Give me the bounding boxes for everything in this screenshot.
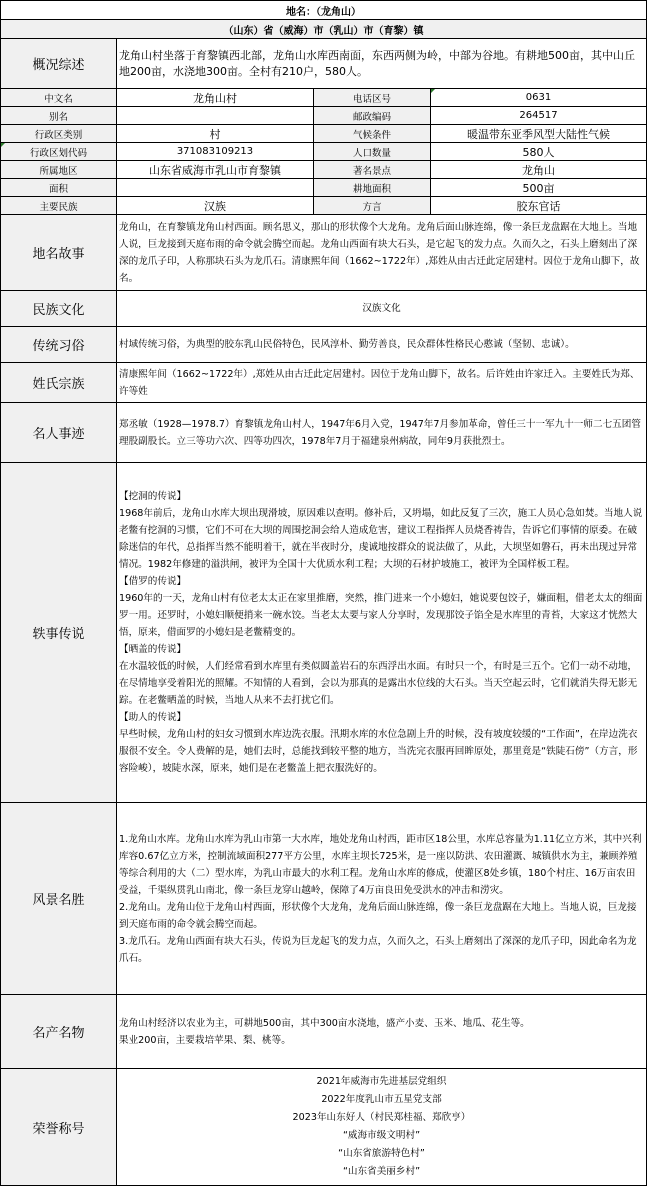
label-farmland: 耕地面积 [314,179,431,197]
label-admin-code: 行政区划代码 [1,143,117,161]
honor-item: 2021年威海市先进基层党组织 [316,1076,447,1087]
legend-body-sunning: 在水温较低的时候，人们经常看到水库里有类似圆盖岩石的东西浮出水面。有时只一个，有时是三五个。它们一动不动地，在尽情地享受着阳光的照耀。不知情的人看到，会以为那真的是露出水位线的大石头。当天空起云时，它们就消失得无影无踪。在老鳖晒盖的时候，当地人从来不去打扰它们。 [119,661,638,706]
custom-text: 村域传统习俗，为典型的胶东乳山民俗特色，民风淳朴、勤劳善良，民众群体性格民心憨诚（坚韧、忠诚）。 [117,327,647,363]
region-line: （山东）省（威海）市（乳山）市（育黎）镇 [1,20,647,39]
value-chinese-name: 龙角山村 [117,89,314,107]
scenery-text [117,803,647,995]
clan-text: 清康熙年间（1662~1722年）,郑姓从由古迁此定居建村。因位于龙角山脚下，故名。后许姓由许家迁入。主要姓氏为郑、许等姓 [117,363,647,403]
label-area: 面积 [1,179,117,197]
products-line-crops: 龙角山村经济以农业为主，可耕地500亩，其中300亩水浇地，盛产小麦、玉米、地瓜、花生等。 [119,1017,530,1029]
honor-item: 2023年山东好人（村民郑桂福、郑欣亨） [292,1112,471,1123]
value-area [117,179,314,197]
legend-body-digging: 1968年前后，龙角山水库大坝出现滑坡，原因难以查明。修补后，又坍塌，如此反复了三次，施工人员心急如焚。当地人说老鳖有挖洞的习惯，它们不可在大坝的周围挖洞会给人造成危害，建议工程指挥人员烧香祷告，告诉它们事情的原委。在破除迷信的年代，总指挥当然不能明着干，就在半夜时分，虔诚地按群众的说法做了，从此，大坝坚如磐石，再未出现过异常情况。1982年修建的溢洪闸，被评为全国十大优质水利工程；大坝的石材护坡施工，被评为全国样板工程。 [119,508,643,570]
label-area-code: 电话区号 [314,89,431,107]
value-ethnic-group: 汉族 [117,197,314,215]
value-admin-type: 村 [117,125,314,143]
value-dialect: 胶东官话 [431,197,647,215]
products-line-fruit: 果业200亩，主要栽培苹果、梨、桃等。 [119,1034,291,1046]
label-population: 人口数量 [314,143,431,161]
honor-item: “山东省旅游特色村” [338,1148,425,1159]
ethnic-culture-text: 汉族文化 [117,291,647,327]
label-chinese-name: 中文名 [1,89,117,107]
value-population: 580人 [431,143,647,161]
legend-title-digging: 【挖洞的传说】 [119,491,187,502]
value-region: 山东省威海市乳山市育黎镇 [117,161,314,179]
scenery-heading: 风景名胜 [1,803,117,995]
label-dialect: 方言 [314,197,431,215]
value-admin-code: 371083109213 [117,143,314,161]
label-ethnic-group: 主要民族 [1,197,117,215]
scenery-item-claw-stone: 3.龙爪石。龙角山西面有块大石头，传说为巨龙起飞的发力点，久而久之，石头上磨刻出了深深的龙爪子印，因此命名为龙爪石。 [119,935,637,964]
honor-item: “威海市级文明村” [342,1130,421,1141]
scenery-item-mountain: 2.龙角山。龙角山位于龙角山村西面，形状像个大龙角，龙角后面山脉连绵，像一条巨龙盘踞在大地上。当地人说，巨龙接到天庭布雨的命令就会腾空而起。 [119,901,637,930]
label-climate: 气候条件 [314,125,431,143]
value-climate: 暖温带东亚季风型大陆性气候 [431,125,647,143]
label-attraction: 著名景点 [314,161,431,179]
story-heading: 地名故事 [1,215,117,291]
overview-text: 龙角山村坐落于育黎镇西北部，龙角山水库西南面，东西两侧为岭，中部为谷地。有耕地500亩，其中山丘地200亩，水浇地300亩。全村有210户，580人。 [117,39,647,89]
legend-title-helping: 【助人的传说】 [119,712,187,723]
label-postal-code: 邮政编码 [314,107,431,125]
legend-title-sunning: 【晒盖的传说】 [119,644,187,655]
story-text: 龙角山，在育黎镇龙角山村西面。顾名思义，那山的形状像个大龙角。龙角后面山脉连绵，像一条巨龙盘踞在大地上。当地人说，巨龙接到天庭布雨的命令就会腾空而起。龙角山西面有块大石头，是它起飞的发力点。久而久之，石头上磨刻出了深深的龙爪子印，人称那块石头为龙爪石。清康熙年间（1662~1722年）,郑姓从由古迁此定居建村。因位于龙角山脚下，故名。 [117,215,647,291]
label-admin-type: 行政区类别 [1,125,117,143]
clan-heading: 姓氏宗族 [1,363,117,403]
products-heading: 名产名物 [1,995,117,1069]
honors-list [117,1069,647,1186]
custom-heading: 传统习俗 [1,327,117,363]
scenery-item-reservoir: 1.龙角山水库。龙角山水库为乳山市第一大水库，地处龙角山村西，距市区18公里，水库总容量为1.11亿立方米，其中兴利库容0.67亿立方米，控制流域面积277平方公里，水库主坝长725米，是一座以防洪、农田灌溉、城镇供水为主，兼顾养殖等综合利用的大（二）型水库，为乳山市最大的水利工程。龙角山水库的修成，使灌区8处乡镇，180个村庄、16万亩农田受益，千渠纵贯乳山南北，像一条巨龙穿山越岭，保障了4万亩良田免受洪水的冲击和涝灾。 [119,833,642,896]
legends-heading: 轶事传说 [1,463,117,803]
ethnic-culture-heading: 民族文化 [1,291,117,327]
people-text: 郑丞敏（1928—1978.7）育黎镇龙角山村人，1947年6月入党，1947年7月参加革命，曾任三十一军九十一师二七五团管理股副股长。立三等功六次、四等功四次，1978年7月于福建泉州病故，同年9月获批烈士。 [117,403,647,463]
label-alias: 别名 [1,107,117,125]
honor-item: “山东省美丽乡村” [342,1166,421,1177]
products-text [117,995,647,1069]
legend-body-helping: 早些时候，龙角山村的妇女习惯到水库边洗衣服。汛期水库的水位急剧上升的时候，没有坡度较缓的“工作面”，在岸边洗衣服很不安全。令人费解的是，她们去时，总能找到较平整的地方，当洗完衣服再回眸原处，那里竟是“铁陡石傍”（方言，形容险峻），坡陡水深，原来，她们是在老鳖盖上把衣服洗好的。 [119,729,638,774]
value-area-code: 0631 [431,89,647,107]
value-alias [117,107,314,125]
value-attraction: 龙角山 [431,161,647,179]
value-farmland: 500亩 [431,179,647,197]
legend-title-borrowing: 【借罗的传说】 [119,576,187,587]
overview-heading: 概况综述 [1,39,117,89]
people-heading: 名人事迹 [1,403,117,463]
legend-body-borrowing: 1960年的一天，龙角山村有位老太太正在家里推磨，突然，推门进来一个小媳妇，她说要包饺子，嫌面粗，借老太太的细面罗一用。还罗时，小媳妇顺便捎来一碗水饺。当老太太要与家人分享时，发现那饺子馅全是水库里的青苔，大家这才恍然大悟，原来，借面罗的小媳妇是老鳖精变的。 [119,593,643,638]
value-postal-code: 264517 [431,107,647,125]
legends-text [117,463,647,803]
honors-heading: 荣誉称号 [1,1069,117,1186]
honor-item: 2022年度乳山市五星党支部 [321,1094,442,1105]
label-region: 所属地区 [1,161,117,179]
page-title: 地名：（龙角山） [1,1,647,20]
